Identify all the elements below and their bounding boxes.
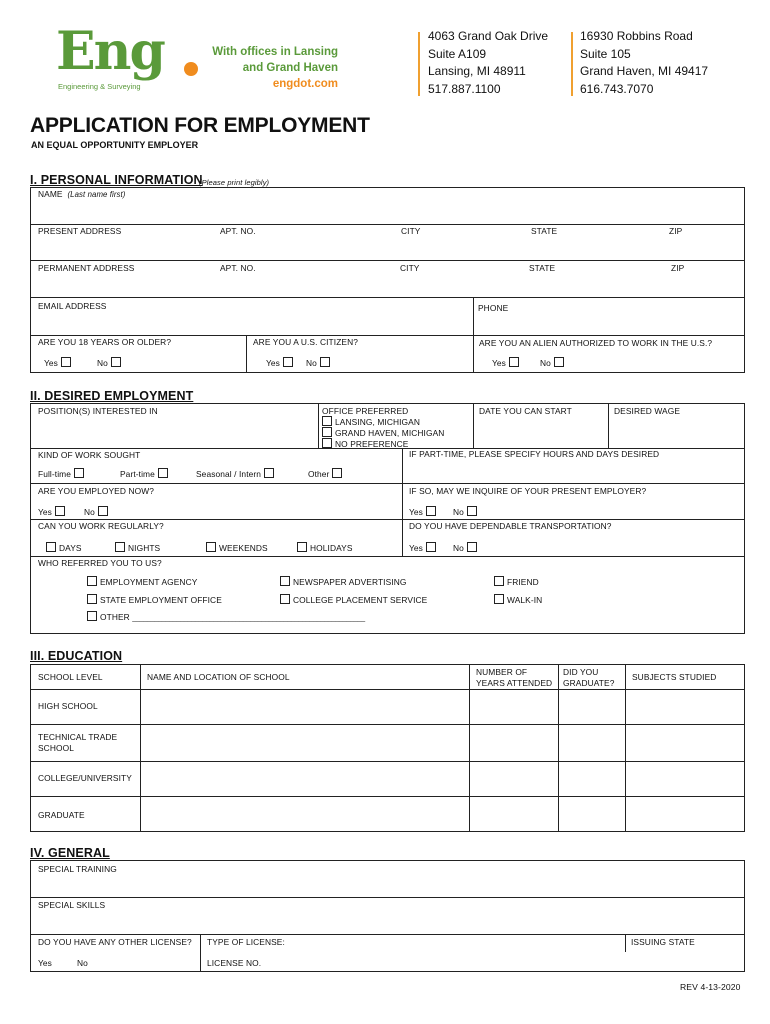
row-technical-field[interactable] (141, 725, 744, 760)
col-school-name: NAME AND LOCATION OF SCHOOL (147, 672, 290, 682)
positions-field[interactable] (31, 417, 317, 447)
office-lansing-checkbox[interactable] (322, 416, 332, 426)
schedule-nights-checkbox[interactable] (115, 542, 125, 552)
office-grand-haven-checkbox[interactable] (322, 427, 332, 437)
logo-tagline: Engineering & Surveying (58, 82, 141, 91)
lansing-street: 4063 Grand Oak Drive (428, 29, 549, 43)
part-time-question: IF PART-TIME, PLEASE SPECIFY HOURS AND DAYS DESIRED (409, 449, 660, 459)
license-number-label: LICENSE NO. (207, 958, 262, 968)
age-no-label: No (97, 358, 108, 368)
row-technical-line-2: SCHOOL (38, 742, 74, 753)
employed-yes-checkbox[interactable] (55, 506, 65, 516)
license-yes[interactable]: Yes (38, 958, 52, 968)
special-training-label: SPECIAL TRAINING (38, 864, 117, 874)
alien-no-checkbox[interactable] (554, 357, 564, 367)
employed-yes-label: Yes (38, 507, 52, 517)
referral-other-label: OTHER (100, 612, 130, 622)
education-heading: III. EDUCATION (30, 649, 123, 663)
kind-sought-label: KIND OF WORK SOUGHT (38, 450, 141, 460)
permanent-address-label: PERMANENT ADDRESS (38, 263, 135, 273)
referral-walk-in-label: WALK-IN (507, 595, 543, 605)
col-graduated (563, 667, 614, 688)
offices-text (200, 44, 338, 92)
grand-haven-street: 16930 Robbins Road (580, 29, 693, 43)
kind-part-time-checkbox[interactable] (158, 468, 168, 478)
part-time-field[interactable] (403, 460, 744, 482)
alien-no-label: No (540, 358, 551, 368)
kind-full-time-checkbox[interactable] (74, 468, 84, 478)
grand-haven-address (580, 28, 708, 98)
lansing-suite: Suite A109 (428, 46, 487, 61)
office-grand-haven-label: GRAND HAVEN, MICHIGAN (335, 428, 445, 438)
inquire-no-label: No (453, 507, 464, 517)
row-graduate-field[interactable] (141, 797, 744, 831)
offices-line-1: With offices in Lansing (212, 46, 338, 58)
col-school-level: SCHOOL LEVEL (38, 672, 103, 682)
employed-no-checkbox[interactable] (98, 506, 108, 516)
col-graduated-line-1: DID YOU (563, 667, 599, 677)
referral-other-checkbox[interactable] (87, 611, 97, 621)
transport-no-label: No (453, 543, 464, 553)
schedule-holidays-checkbox[interactable] (297, 542, 307, 552)
row-high-school-label: HIGH SCHOOL (38, 701, 98, 711)
age-yes-checkbox[interactable] (61, 357, 71, 367)
license-no[interactable]: No (77, 958, 88, 968)
lansing-address (428, 28, 548, 98)
kind-part-time-label: Part-time (120, 469, 155, 479)
employed-no-label: No (84, 507, 95, 517)
schedule-days-label: DAYS (59, 543, 82, 553)
citizen-no-checkbox[interactable] (320, 357, 330, 367)
schedule-nights-label: NIGHTS (128, 543, 161, 553)
transport-yes-checkbox[interactable] (426, 542, 436, 552)
inquire-yes-label: Yes (409, 507, 423, 517)
company-logo (56, 21, 206, 92)
schedule-weekends-label: WEEKENDS (219, 543, 268, 553)
row-college-label: COLLEGE/UNIVERSITY (38, 773, 132, 783)
permanent-apt-label: APT. NO. (220, 263, 256, 273)
date-start-label: DATE YOU CAN START (479, 406, 572, 416)
referral-agency-label: EMPLOYMENT AGENCY (100, 577, 198, 587)
page-subtitle: AN EQUAL OPPORTUNITY EMPLOYER (31, 140, 199, 150)
referral-college-label: COLLEGE PLACEMENT SERVICE (293, 595, 428, 605)
age-no-checkbox[interactable] (111, 357, 121, 367)
present-apt-label: APT. NO. (220, 226, 256, 236)
referral-newspaper-checkbox[interactable] (280, 576, 290, 586)
schedule-weekends-checkbox[interactable] (206, 542, 216, 552)
alien-yes-checkbox[interactable] (509, 357, 519, 367)
permanent-address-field[interactable] (31, 274, 744, 296)
address-divider-2 (571, 32, 573, 96)
transport-question: DO YOU HAVE DEPENDABLE TRANSPORTATION? (409, 521, 612, 531)
transport-no-checkbox[interactable] (467, 542, 477, 552)
logo-text: Eng (56, 21, 164, 82)
page-title: APPLICATION FOR EMPLOYMENT (30, 114, 370, 137)
citizen-yes-label: Yes (266, 358, 280, 368)
permanent-state-label: STATE (529, 263, 556, 273)
desired-heading: II. DESIRED EMPLOYMENT (30, 389, 194, 403)
office-no-preference-checkbox[interactable] (322, 438, 332, 448)
referred-question: WHO REFERRED YOU TO US? (38, 558, 162, 568)
schedule-holidays-label: HOLIDAYS (310, 543, 353, 553)
inquire-no-checkbox[interactable] (467, 506, 477, 516)
name-field[interactable] (31, 200, 744, 223)
special-skills-label: SPECIAL SKILLS (38, 900, 106, 910)
inquire-question: IF SO, MAY WE INQUIRE OF YOUR PRESENT EMPLOYER? (409, 486, 647, 496)
office-preferred-label: OFFICE PREFERRED (322, 406, 409, 416)
transport-yes-label: Yes (409, 543, 423, 553)
regular-question: CAN YOU WORK REGULARLY? (38, 521, 164, 531)
row-high-school-field[interactable] (141, 690, 744, 723)
col-graduated-line-2: GRADUATE? (563, 677, 615, 688)
referral-state-office-label: STATE EMPLOYMENT OFFICE (100, 595, 222, 605)
phone-field[interactable] (474, 314, 744, 334)
website-link[interactable]: engdot.com (272, 78, 338, 90)
citizen-question: ARE YOU A U.S. CITIZEN? (253, 337, 358, 347)
date-start-field[interactable] (474, 417, 607, 447)
present-address-field[interactable] (31, 237, 744, 259)
referral-state-office-checkbox[interactable] (87, 594, 97, 604)
grand-haven-city: Grand Haven, MI 49417 (580, 64, 709, 78)
logo-dot (184, 62, 198, 76)
personal-heading: I. PERSONAL INFORMATION (30, 173, 203, 187)
kind-seasonal-label: Seasonal / Intern (196, 469, 262, 479)
special-skills-field[interactable] (31, 911, 744, 933)
citizen-yes-checkbox[interactable] (283, 357, 293, 367)
col-years-attended (476, 667, 556, 688)
lansing-phone: 517.887.1100 (428, 81, 501, 96)
present-zip-label: ZIP (669, 226, 683, 236)
row-technical-label (38, 732, 117, 753)
col-subjects: SUBJECTS STUDIED (632, 672, 717, 682)
referral-newspaper-label: NEWSPAPER ADVERTISING (293, 577, 407, 587)
referral-friend-checkbox[interactable] (494, 576, 504, 586)
lansing-city: Lansing, MI 48911 (428, 64, 526, 78)
referral-friend-label: FRIEND (507, 577, 539, 587)
grand-haven-phone: 616.743.7070 (580, 81, 654, 96)
special-training-field[interactable] (31, 875, 744, 896)
office-lansing-label: LANSING, MICHIGAN (335, 417, 420, 427)
email-field[interactable] (31, 312, 472, 334)
inquire-yes-checkbox[interactable] (426, 506, 436, 516)
grand-haven-suite: Suite 105 (580, 46, 631, 61)
office-no-preference-label: NO PREFERENCE (335, 439, 409, 449)
alien-yes-label: Yes (492, 358, 506, 368)
col-years-line-1: NUMBER OF (476, 667, 528, 677)
kind-full-time-label: Full-time (38, 469, 72, 479)
issuing-state-label: ISSUING STATE (631, 937, 695, 947)
address-divider-1 (418, 32, 420, 96)
row-technical-line-1: TECHNICAL TRADE (38, 732, 118, 742)
permanent-zip-label: ZIP (671, 263, 685, 273)
desired-wage-label: DESIRED WAGE (614, 406, 681, 416)
name-label: NAME (Last name first) (38, 189, 126, 199)
email-label: EMAIL ADDRESS (38, 301, 107, 311)
general-heading: IV. GENERAL (30, 846, 110, 860)
personal-note: (Please print legibly) (199, 178, 270, 187)
referral-other-line[interactable]: _______________________________________________________________ (132, 615, 365, 622)
present-state-label: STATE (531, 226, 558, 236)
revision-label: REV 4-13-2020 (680, 982, 741, 992)
positions-label: POSITION(S) INTERESTED IN (38, 406, 158, 416)
phone-label: PHONE (478, 303, 509, 313)
present-address-label: PRESENT ADDRESS (38, 226, 122, 236)
col-years-line-2: YEARS ATTENDED (476, 677, 553, 688)
offices-line-2: and Grand Haven (242, 62, 338, 74)
schedule-days-checkbox[interactable] (46, 542, 56, 552)
row-college-field[interactable] (141, 762, 744, 795)
employed-question: ARE YOU EMPLOYED NOW? (38, 486, 154, 496)
referral-agency-checkbox[interactable] (87, 576, 97, 586)
kind-other-checkbox[interactable] (332, 468, 342, 478)
age-yes-label: Yes (44, 358, 58, 368)
desired-wage-field[interactable] (609, 417, 744, 447)
license-type-label: TYPE OF LICENSE: (207, 937, 285, 947)
age-question: ARE YOU 18 YEARS OR OLDER? (38, 337, 172, 347)
kind-seasonal-checkbox[interactable] (264, 468, 274, 478)
row-graduate-label: GRADUATE (38, 810, 85, 820)
alien-question: ARE YOU AN ALIEN AUTHORIZED TO WORK IN THE U.S.? (479, 338, 713, 348)
present-city-label: CITY (401, 226, 421, 236)
citizen-no-label: No (306, 358, 317, 368)
referral-college-checkbox[interactable] (280, 594, 290, 604)
license-question: DO YOU HAVE ANY OTHER LICENSE? (38, 937, 192, 947)
referral-walk-in-checkbox[interactable] (494, 594, 504, 604)
permanent-city-label: CITY (400, 263, 420, 273)
license-number-field[interactable] (270, 953, 744, 971)
kind-other-label: Other (308, 469, 330, 479)
